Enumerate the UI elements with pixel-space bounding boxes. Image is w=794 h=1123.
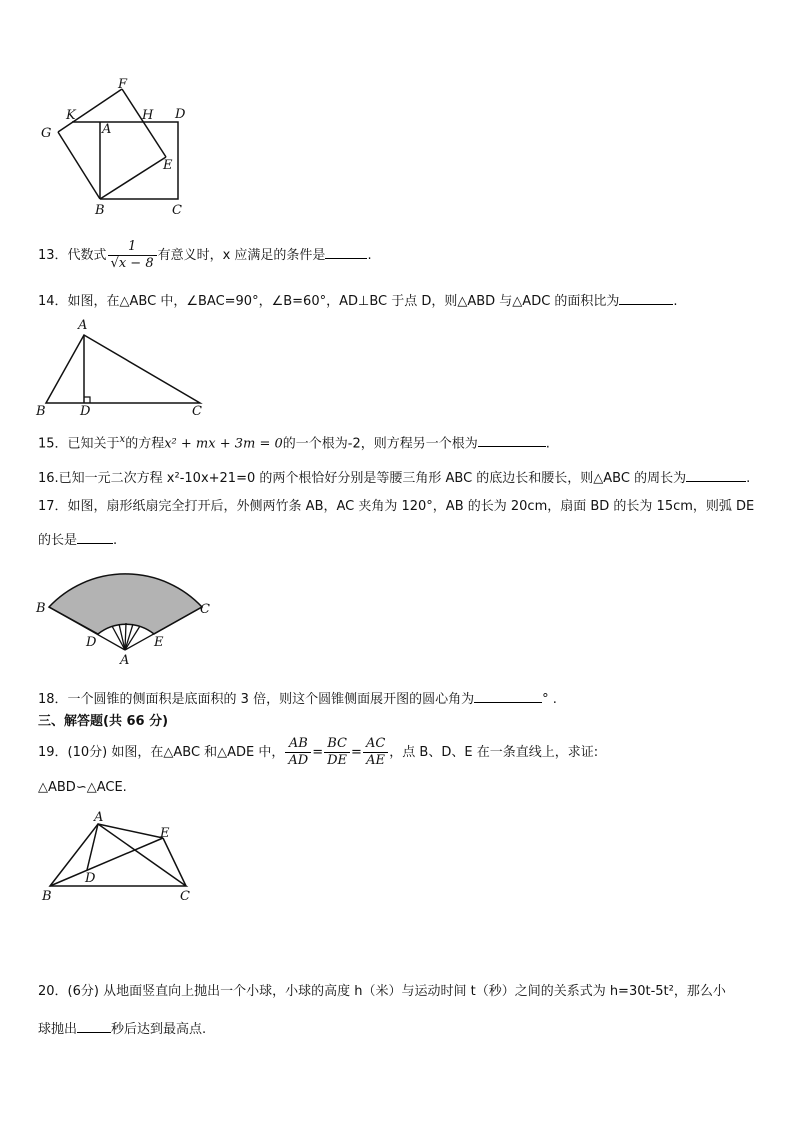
q19-prefix: 19．(10分) 如图，在△ABC 和△ADE 中， (38, 745, 285, 760)
question-13 (38, 238, 372, 274)
figure-right-triangle (32, 315, 212, 417)
label-e: E (154, 635, 164, 650)
question-17-line2 (38, 529, 117, 550)
q17-text: 17．如图，扇形纸扇完全打开后，外侧两竹条 AB，AC 夹角为 120°，AB 的长为 20cm，扇面 BD 的长为 15cm，则弧 DE (38, 499, 755, 514)
q16-text: 16.已知一元二次方程 x²-10x+21=0 的两个根恰好分别是等腰三角形 ABC 的底边长和腰长，则△ABC 的周长为 (38, 471, 687, 486)
label-c: C (200, 602, 210, 617)
label-d: D (175, 107, 186, 122)
q19-suffix: ，点 B、D、E 在一条直线上，求证: (389, 745, 599, 760)
q15-variable: x (119, 434, 126, 445)
question-20-line2 (38, 1018, 206, 1039)
q13-prefix: 13．代数式 (38, 248, 107, 263)
question-19-line2: △ABD∽△ACE. (38, 780, 127, 795)
label-d: D (85, 871, 96, 886)
figure-fan (32, 560, 222, 670)
label-b: B (42, 889, 52, 904)
q18-answer-blank[interactable] (474, 688, 542, 703)
q15-equation: x² + mx + 3m = 0 (164, 436, 283, 452)
q13-end: . (367, 248, 372, 263)
q20-answer-blank[interactable] (77, 1018, 111, 1033)
q17-text2: 的长是 (38, 533, 78, 548)
q17-end: . (113, 533, 118, 548)
q19-fraction-bc-de: $\frac{BC}{DE}$ (324, 736, 350, 769)
q15-suffix: 的一个根为-2，则方程另一个根为 (282, 436, 478, 452)
label-a: A (120, 653, 130, 668)
q13-denominator: √x − 8 (110, 256, 154, 271)
label-c: C (192, 404, 202, 417)
label-c: C (172, 203, 182, 218)
question-19 (38, 733, 598, 773)
q14-text: 14．如图，在△ABC 中，∠BAC=90°，∠B=60°，AD⊥BC 于点 D，则△ABD 与△ADC 的面积比为 (38, 294, 620, 309)
q14-end: . (673, 294, 678, 309)
label-b: B (95, 203, 105, 218)
label-a: A (94, 810, 104, 825)
q13-suffix: 有意义时，x 应满足的条件是 (157, 248, 326, 263)
q15-prefix: 15．已知关于 (38, 436, 120, 452)
q16-end: . (746, 471, 751, 486)
label-b: B (36, 601, 46, 616)
section-title: 三、解答题(共 66 分) (38, 714, 169, 729)
label-d: D (80, 404, 91, 417)
q18-text: 18．一个圆锥的侧面积是底面积的 3 倍，则这个圆锥侧面展开图的圆心角为 (38, 692, 475, 707)
label-e: E (160, 826, 170, 841)
label-a: A (102, 122, 112, 137)
label-k: K (66, 108, 76, 123)
label-g: G (41, 126, 52, 141)
question-20-line1 (38, 983, 726, 1001)
label-e: E (163, 158, 173, 173)
figure-squares (30, 75, 200, 220)
q20-prefix: 球抛出 (38, 1022, 78, 1037)
question-18 (38, 688, 557, 709)
q15-mid: 的方程 (125, 436, 165, 452)
q19-equals-2: = (351, 745, 362, 760)
label-a: A (78, 318, 88, 333)
question-14 (38, 290, 678, 311)
q19-fraction-ac-ae: $\frac{AC}{AE}$ (363, 736, 388, 769)
label-b: B (36, 404, 46, 417)
q16-answer-blank[interactable] (686, 467, 746, 482)
label-h: H (142, 108, 154, 123)
q19-fraction-ab-ad: $\frac{AB}{AD}$ (285, 736, 311, 769)
q20-suffix: 秒后达到最高点. (111, 1022, 207, 1037)
question-16 (38, 467, 750, 488)
q18-end: ° . (542, 692, 557, 707)
q15-end: . (545, 436, 550, 452)
q14-answer-blank[interactable] (619, 290, 673, 305)
question-17-line1 (38, 498, 754, 516)
label-f: F (118, 77, 128, 92)
question-15 (38, 431, 550, 453)
triangle-abc (46, 335, 200, 403)
figure-similar-triangles (32, 808, 202, 908)
label-c: C (180, 889, 190, 904)
q13-numerator: 1 (108, 239, 157, 256)
q20-text: 20．(6分) 从地面竖直向上抛出一个小球，小球的高度 h（米）与运动时间 t（秒）之间的关系式为 h=30t-5t²，那么小 (38, 984, 726, 999)
q15-answer-blank[interactable] (478, 432, 546, 447)
q13-answer-blank[interactable] (325, 244, 367, 259)
label-d: D (86, 635, 97, 650)
q19-equals-1: = (312, 745, 324, 760)
q13-fraction (108, 239, 157, 272)
q17-answer-blank[interactable] (77, 529, 113, 544)
